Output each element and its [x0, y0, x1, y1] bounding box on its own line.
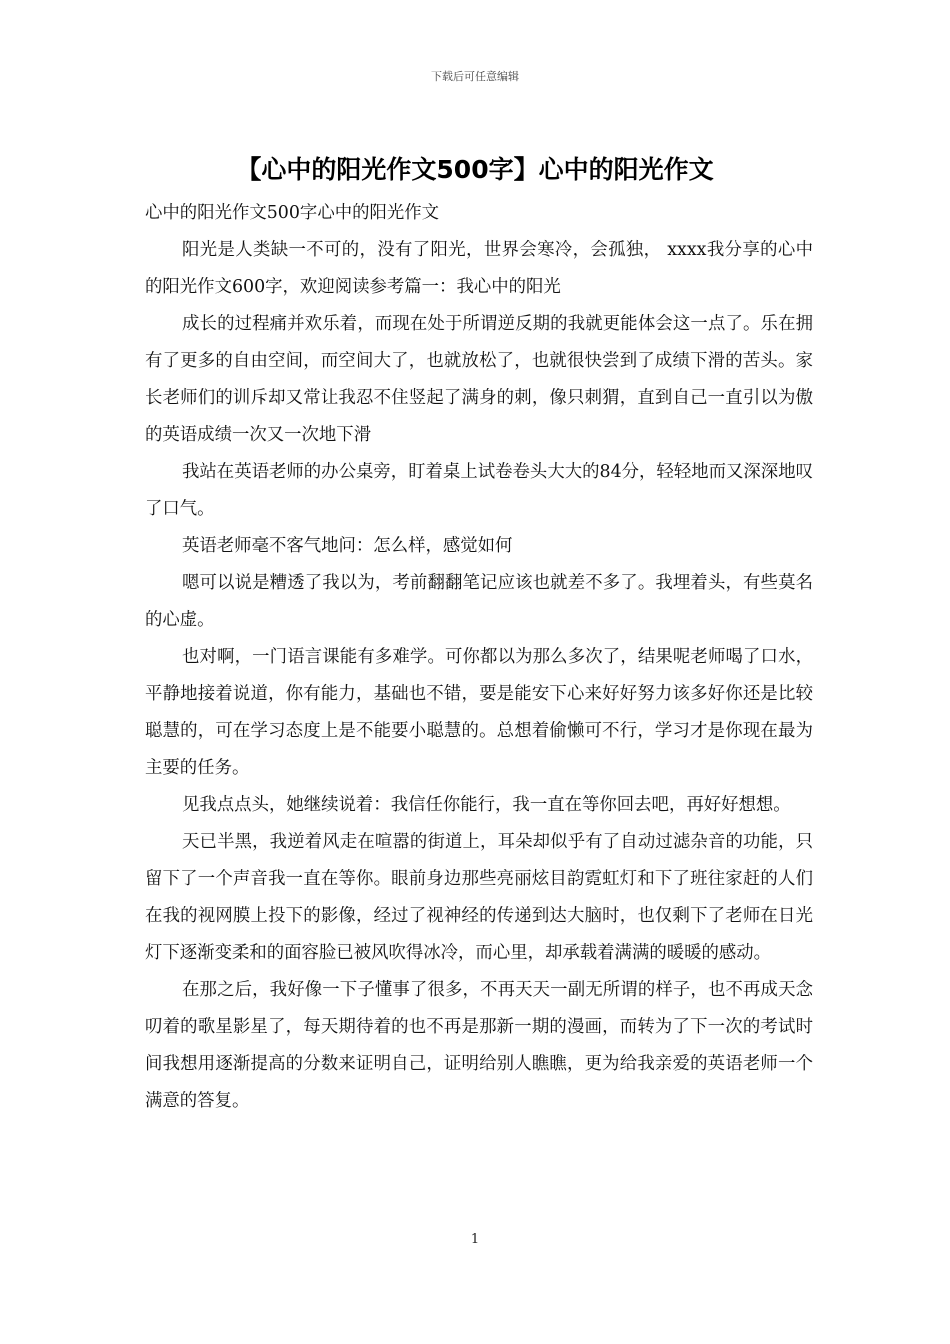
body-paragraph: 见我点点头，她继续说着：我信任你能行，我一直在等你回去吧，再好好想想。: [182, 795, 791, 815]
body-paragraph: 我站在英语老师的办公桌旁，盯着桌上试卷卷头大大的84分，轻轻地而又深深地叹了口气。: [145, 462, 813, 519]
body-paragraph: 英语老师毫不客气地问：怎么样，感觉如何: [182, 536, 513, 556]
body-paragraph: 也对啊，一门语言课能有多难学。可你都以为那么多次了，结果呢老师喝了口水，平静地接着说道，你有能力，基础也不错，要是能安下心来好好努力该多好你还是比较聪慧的，可在学习态度上是不能要小聪慧的。总想着偷懒可不行，学习才是你现在最为主要的任务。: [145, 647, 813, 778]
body-paragraph: 天已半黑，我逆着风走在喧嚣的街道上，耳朵却似乎有了自动过滤杂音的功能，只留下了一个声音我一直在等你。眼前身边那些亮丽炫目韵霓虹灯和下了班往家赶的人们在我的视网膜上投下的影像，经过了视神经的传递到达大脑时，也仅剩下了老师在日光灯下逐渐变柔和的面容脸已被风吹得冰冷，而心里，却承载着满满的暖暖的感动。: [145, 832, 813, 963]
body-paragraph: 嗯可以说是糟透了我以为，考前翻翻笔记应该也就差不多了。我埋着头，有些莫名的心虚。: [145, 573, 813, 630]
document-title: 【心中的阳光作文500字】心中的阳光作文: [236, 155, 714, 184]
page-header: 下载后可任意编辑: [431, 70, 519, 83]
body-paragraph: 成长的过程痛并欢乐着，而现在处于所谓逆反期的我就更能体会这一点了。乐在拥有了更多的自由空间，而空间大了，也就放松了，也就很快尝到了成绩下滑的苦头。家长老师们的训斥却又常让我忍不住竖起了满身的刺，像只刺猬，直到自己一直引以为傲的英语成绩一次又一次地下滑: [145, 314, 813, 445]
document-body: [145, 195, 813, 1120]
subtitle-paragraph: 心中的阳光作文500字心中的阳光作文: [145, 203, 440, 223]
page-number: 1: [470, 1232, 480, 1247]
body-paragraph: 在那之后，我好像一下子懂事了很多，不再天天一副无所谓的样子，也不再成天念叨着的歌星影星了，每天期待着的也不再是那新一期的漫画，而转为了下一次的考试时间我想用逐渐提高的分数来证明自己，证明给别人瞧瞧，更为给我亲爱的英语老师一个满意的答复。: [145, 980, 813, 1111]
body-paragraph: 阳光是人类缺一不可的，没有了阳光，世界会寒冷，会孤独， xxxx我分享的心中的阳光作文600字，欢迎阅读参考篇一：我心中的阳光: [145, 240, 813, 297]
